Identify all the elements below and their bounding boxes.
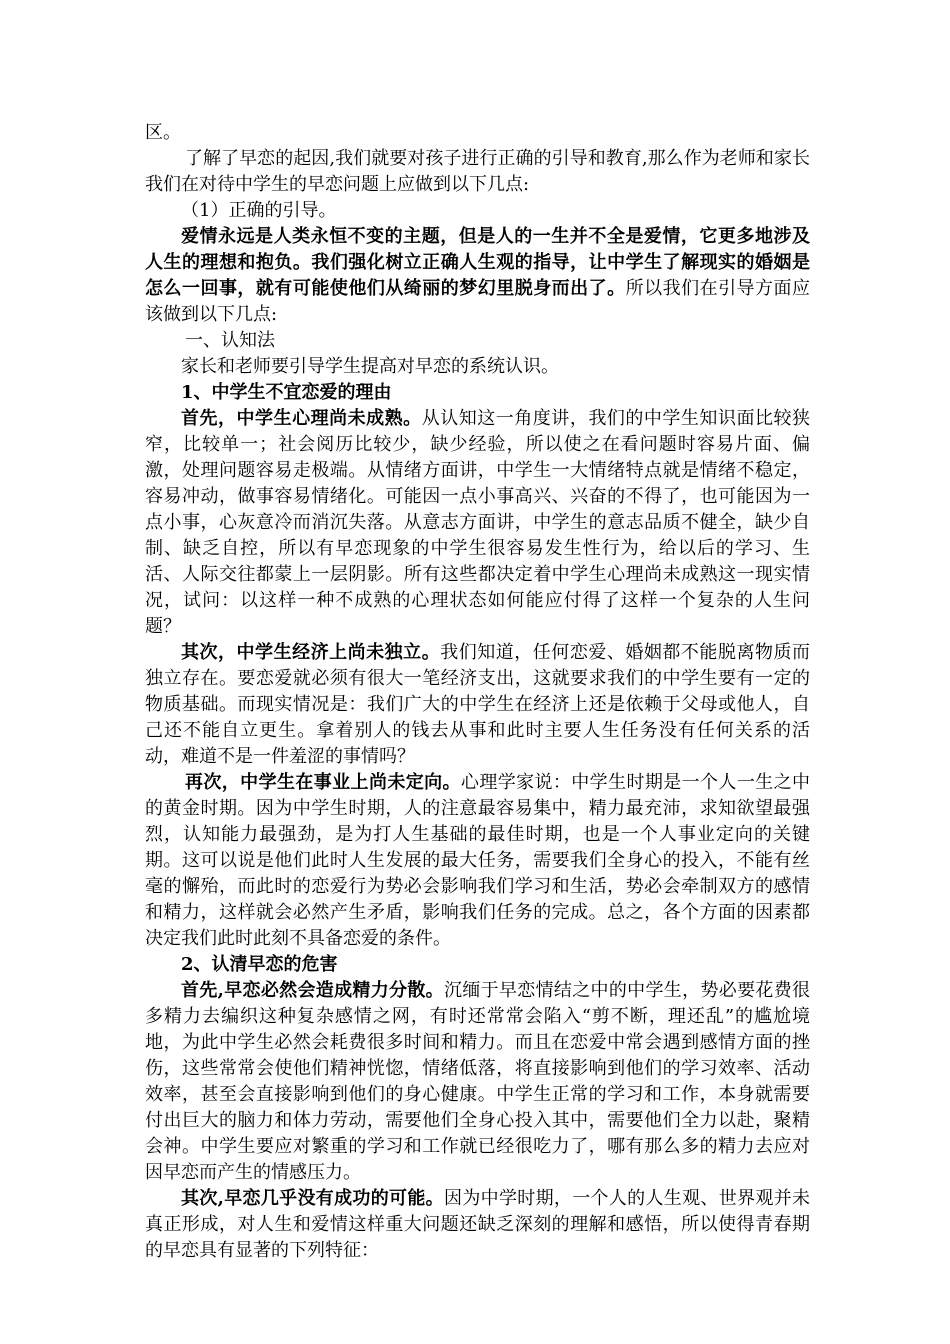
- paragraph-career: [145, 770, 810, 952]
- bold-text: 其次,早恋几乎没有成功的可能。: [181, 1188, 445, 1209]
- paragraph-continuation: 区。: [145, 122, 181, 143]
- normal-text: 我们知道，任何恋爱、婚姻都不能脱离物质而独立存在。要恋爱就必须有很大一笔经济支出，这就要求我们的中学生要有一定的物质基础。而现实情况是：我们广大的中学生在经济上还是依赖于父母或他人，自己还不能自立更生。拿着别人的钱去从事和此时主要人生任务没有任何关系的活动，难道不是一件羞涩的事情吗？: [145, 642, 811, 767]
- normal-text: 因为中学时期，一个人的人生观、世界观并未真正形成，对人生和爱情这样重大问题还缺乏深刻的理解和感悟，所以使得青春期的早恋具有显著的下列特征：: [145, 1188, 811, 1261]
- paragraph-intro: 了解了早恋的起因,我们就要对孩子进行正确的引导和教育,那么作为老师和家长我们在对待中学生的早恋问题上应做到以下几点:: [145, 148, 810, 195]
- paragraph-cognition-method: 一、认知法: [185, 330, 275, 351]
- paragraph-love-theme: [145, 224, 810, 328]
- section-heading-2: 2、认清早恋的危害: [181, 954, 338, 975]
- bold-text: 再次，中学生在事业上尚未定向。: [185, 772, 461, 793]
- paragraph-raise-awareness: 家长和老师要引导学生提高对早恋的系统认识。: [181, 356, 559, 377]
- document-page: [145, 120, 810, 1264]
- normal-text: 沉缅于早恋情结之中的中学生，势必要花费很多精力去编织这种复杂感情之网，有时还常常会陷入“剪不断，理还乱”的尴尬境地，为此中学生必然会耗费很多时间和精力。而且在恋爱中常会遇到感情方面的挫伤，这些常常会使他们精神恍惚，情绪低落，将直接影响到他们的学习效率、活动效率，甚至会直接影响到他们的身心健康。中学生正常的学习和工作，本身就需要付出巨大的脑力和体力劳动，需要他们全身心投入其中，需要他们全力以赴，聚精会神。中学生要应对繁重的学习和工作就已经很吃力了，哪有那么多的精力去应对因早恋而产生的情感压力。: [145, 980, 811, 1183]
- paragraph-guidance-heading: （1）正确的引导。: [181, 200, 337, 221]
- paragraph-economy: [145, 640, 810, 770]
- section-heading-1: 1、中学生不宜恋爱的理由: [181, 382, 392, 403]
- normal-text: 所以我们在引导方面应该做到以下几点:: [145, 278, 811, 325]
- bold-text: 爱情永远是人类永恒不变的主题，但是人的一生并不全是爱情，它更多地涉及人生的理想和抱负。我们强化树立正确人生观的指导，让中学生了解现实的婚姻是怎么一回事，就有可能使他们从绮丽的梦幻里脱身而出了。: [145, 226, 810, 299]
- bold-text: 首先,早恋必然会造成精力分散。: [181, 980, 445, 1001]
- bold-text: 首先，中学生心理尚未成熟。: [181, 408, 422, 429]
- paragraph-distraction: [145, 978, 810, 1186]
- paragraph-psychology: [145, 406, 810, 640]
- normal-text: 心理学家说：中学生时期是一个人一生之中的黄金时期。因为中学生时期，人的注意最容易集中，精力最充沛，求知欲望最强烈，认知能力最强劲，是为打人生基础的最佳时期，也是一个人事业定向的关键期。这可以说是他们此时人生发展的最大任务，需要我们全身心的投入，不能有丝毫的懈殆，而此时的恋爱行为势必会影响我们学习和生活，势必会牵制双方的感情和精力，这样就会必然产生矛盾，影响我们任务的完成。总之，各个方面的因素都决定我们此时此刻不具备恋爱的条件。: [145, 772, 811, 949]
- paragraph-no-success: [145, 1186, 810, 1264]
- bold-text: 其次，中学生经济上尚未独立。: [181, 642, 441, 663]
- normal-text: 从认知这一角度讲，我们的中学生知识面比较狭窄，比较单一；社会阅历比较少，缺少经验，所以使之在看问题时容易片面、偏激，处理问题容易走极端。从情绪方面讲，中学生一大情绪特点就是情绪不稳定，容易冲动，做事容易情绪化。可能因一点小事高兴、兴奋的不得了，也可能因为一点小事，心灰意冷而消沉失落。从意志方面讲，中学生的意志品质不健全，缺少自制、缺乏自控，所以有早恋现象的中学生很容易发生性行为，给以后的学习、生活、人际交往都蒙上一层阴影。所有这些都决定着中学生心理尚未成熟这一现实情况，试问：以这样一种不成熟的心理状态如何能应付得了这样一个复杂的人生问题？: [145, 408, 811, 637]
